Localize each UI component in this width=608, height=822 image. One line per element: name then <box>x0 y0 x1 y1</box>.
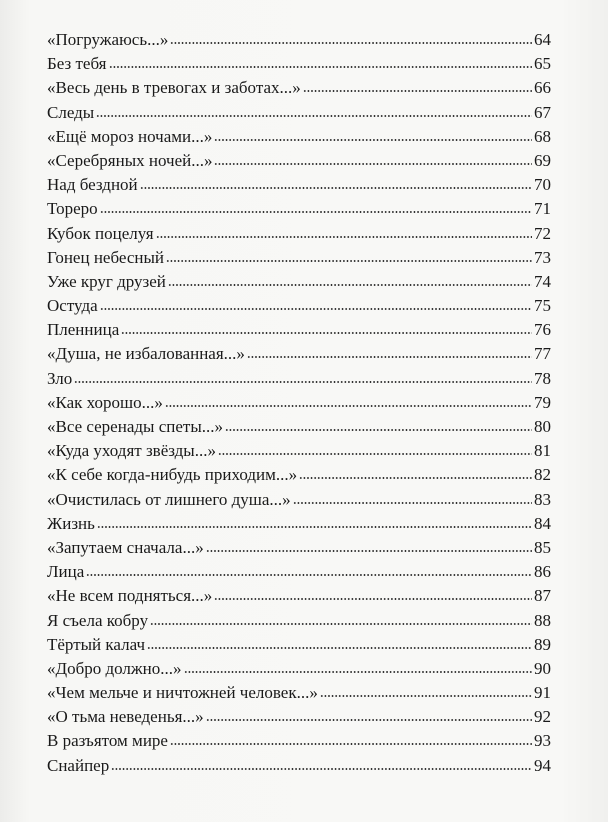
dot-leader <box>165 404 532 408</box>
toc-entry-page: 66 <box>534 78 551 98</box>
dot-leader <box>214 597 532 601</box>
toc-entry-title: Тёртый калач <box>47 634 145 654</box>
toc-entry <box>47 391 551 415</box>
toc-entry <box>47 463 551 487</box>
toc-entry-page: 73 <box>534 247 551 267</box>
dot-leader <box>218 452 532 456</box>
toc-entry <box>47 270 551 294</box>
toc-entry <box>47 705 551 729</box>
toc-entry <box>47 125 551 149</box>
toc-entry <box>47 222 551 246</box>
dot-leader <box>156 235 532 239</box>
toc-entry-title: Пленница <box>47 320 120 340</box>
toc-entry-title: Следы <box>47 102 95 122</box>
toc-entry <box>47 149 551 173</box>
dot-leader <box>74 380 532 384</box>
dot-leader <box>168 283 532 287</box>
toc-entry-title: «Очистилась от лишнего душа...» <box>47 489 291 509</box>
toc-entry-page: 84 <box>534 513 551 533</box>
dot-leader <box>247 355 532 359</box>
dot-leader <box>100 210 532 214</box>
toc-entry-page: 94 <box>534 755 551 775</box>
dot-leader <box>86 573 532 577</box>
toc-entry-title: Снайпер <box>47 755 110 775</box>
toc-entry-title: Зло <box>47 368 73 388</box>
toc-entry-title: «О тьма неведенья...» <box>47 707 204 727</box>
toc-entry <box>47 246 551 270</box>
toc-entry-title: «Серебряных ночей...» <box>47 150 213 170</box>
toc-entry-title: «Все серенады спеты...» <box>47 417 223 436</box>
toc-entry <box>47 52 551 76</box>
toc-entry-title: «Погружаюсь...» <box>47 30 169 49</box>
toc-entry-title: «Не всем подняться...» <box>47 586 213 606</box>
toc-entry-title: «Куда уходят звёзды...» <box>47 441 216 461</box>
toc-entry-page: 71 <box>534 199 551 219</box>
toc-entry <box>47 342 551 366</box>
toc-entry-page: 67 <box>534 102 551 122</box>
toc-entry-title: Над бездной <box>47 175 138 195</box>
toc-entry <box>47 294 551 318</box>
toc-entry-title: Гонец небесный <box>47 247 165 267</box>
toc-entry-page: 81 <box>534 441 551 461</box>
table-of-contents <box>47 28 551 778</box>
toc-entry-page: 65 <box>534 54 551 74</box>
dot-leader <box>303 89 532 93</box>
toc-entry-page: 80 <box>534 417 551 436</box>
toc-entry-title: В разъятом мире <box>47 731 168 751</box>
toc-entry-title: Уже круг друзей <box>47 271 166 291</box>
toc-entry <box>47 584 551 608</box>
dot-leader <box>320 694 532 698</box>
dot-leader <box>121 331 532 335</box>
toc-entry-page: 68 <box>534 126 551 146</box>
toc-entry-page: 72 <box>534 223 551 243</box>
toc-entry <box>47 488 551 512</box>
toc-entry-title: «Добро должно...» <box>47 658 182 678</box>
toc-entry-title: Без тебя <box>47 54 107 74</box>
dot-leader <box>109 65 533 69</box>
toc-entry <box>47 367 551 391</box>
toc-entry-title: «Запутаем сначала...» <box>47 537 204 557</box>
toc-entry-title: «Как хорошо...» <box>47 392 163 412</box>
toc-entry-title: Кубок поцелуя <box>47 223 154 243</box>
toc-entry <box>47 101 551 125</box>
dot-leader <box>96 114 532 118</box>
toc-entry <box>47 318 551 342</box>
dot-leader <box>166 259 532 263</box>
toc-entry-page: 83 <box>534 489 551 509</box>
toc-entry-page: 79 <box>534 392 551 412</box>
toc-entry-title: «Весь день в тревогах и заботах...» <box>47 78 301 98</box>
dot-leader <box>111 767 532 771</box>
dot-leader <box>293 501 532 505</box>
toc-entry <box>47 415 551 439</box>
toc-entry-page: 93 <box>534 731 551 751</box>
toc-entry <box>47 536 551 560</box>
dot-leader <box>206 718 532 722</box>
toc-entry-page: 64 <box>534 30 551 49</box>
toc-entry <box>47 197 551 221</box>
toc-entry-page: 76 <box>534 320 551 340</box>
toc-entry <box>47 76 551 100</box>
dot-leader <box>206 549 532 553</box>
toc-entry <box>47 633 551 657</box>
toc-entry <box>47 657 551 681</box>
toc-entry-page: 91 <box>534 683 551 703</box>
toc-entry-page: 85 <box>534 537 551 557</box>
toc-entry-page: 70 <box>534 175 551 195</box>
dot-leader <box>170 41 532 45</box>
toc-entry <box>47 681 551 705</box>
toc-entry <box>47 173 551 197</box>
toc-entry <box>47 560 551 584</box>
toc-entry-page: 87 <box>534 586 551 606</box>
toc-entry-title: «Душа, не избалованная...» <box>47 344 245 364</box>
toc-entry-title: «Ещё мороз ночами...» <box>47 126 213 146</box>
dot-leader <box>97 525 532 529</box>
toc-entry-page: 74 <box>534 271 551 291</box>
toc-entry-page: 78 <box>534 368 551 388</box>
dot-leader <box>214 162 532 166</box>
dot-leader <box>225 428 532 432</box>
dot-leader <box>150 622 532 626</box>
toc-entry-title: Я съела кобру <box>47 610 149 630</box>
toc-entry-title: Тореро <box>47 199 98 219</box>
toc-entry <box>47 754 551 778</box>
toc-entry-title: «Чем мельче и ничтожней человек...» <box>47 683 318 703</box>
toc-entry <box>47 439 551 463</box>
toc-entry-title: Жизнь <box>47 513 95 533</box>
toc-entry-page: 75 <box>534 296 551 316</box>
toc-entry-page: 69 <box>534 150 551 170</box>
toc-entry-page: 88 <box>534 610 551 630</box>
toc-entry-page: 90 <box>534 658 551 678</box>
toc-entry <box>47 512 551 536</box>
toc-entry-page: 77 <box>534 344 551 364</box>
toc-entry-title: Остуда <box>47 296 98 316</box>
dot-leader <box>100 307 532 311</box>
dot-leader <box>184 670 533 674</box>
toc-entry <box>47 28 551 52</box>
dot-leader <box>214 138 532 142</box>
toc-entry-page: 92 <box>534 707 551 727</box>
toc-entry-page: 86 <box>534 562 551 582</box>
dot-leader <box>170 742 532 746</box>
toc-entry <box>47 609 551 633</box>
toc-entry-page: 89 <box>534 634 551 654</box>
dot-leader <box>140 186 532 190</box>
dot-leader <box>299 476 532 480</box>
toc-entry-page: 82 <box>534 465 551 485</box>
toc-entry <box>47 729 551 753</box>
toc-entry-title: «К себе когда-нибудь приходим...» <box>47 465 298 485</box>
dot-leader <box>147 646 532 650</box>
toc-entry-title: Лица <box>47 562 85 582</box>
